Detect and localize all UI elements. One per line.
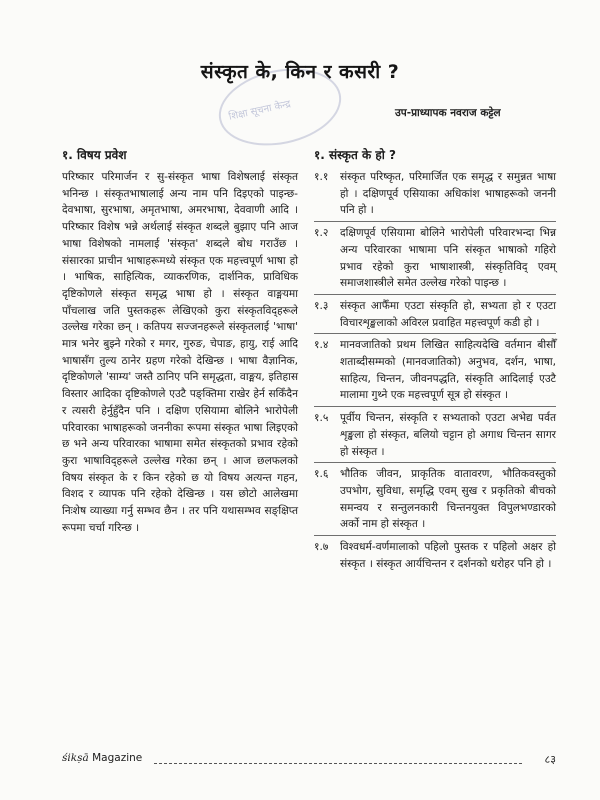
page-footer (62, 752, 556, 770)
list-item (314, 337, 556, 404)
magazine-name (62, 752, 142, 764)
list-item (314, 410, 556, 460)
item-divider (314, 333, 556, 334)
item-text: भौतिक जीवन, प्राकृतिक वातावरण, भौतिकवस्तुको उपभोग, सुविधा, समृद्धि एवम् सुख र प्रकृतिको बीचको समन्वय र सन्तुलनकारी चिन्तनयुक्त विपुलभण्डारको अर्को नाम हो संस्कृत । (340, 468, 556, 531)
item-text: दक्षिणपूर्व एसियामा बोलिने भारोपेली परिवारभन्दा भिन्न अन्य परिवारका भाषामा पनि संस्कृत भाषाको गहिरो प्रभाव रहेको कुरा भाषाशास्त्री, संस्कृतिविद् एवम् समाजशास्त्रीले समेत उल्लेख गरेको पाइन्छ । (340, 227, 556, 290)
item-text: संस्कृत आफैँमा एउटा संस्कृति हो, सभ्यता हो र एउटा विचारशृङ्खलाको अविरल प्रवाहित महत्त्वपूर्ण कडी हो । (340, 299, 556, 329)
article-title: संस्कृत के, किन र कसरी ? (200, 61, 400, 83)
item-divider (314, 294, 556, 295)
item-divider (314, 535, 556, 536)
magazine-name-siksa: śikṣā (62, 752, 89, 764)
page-number: ८३ (544, 753, 556, 766)
item-number: १.४ (314, 339, 329, 352)
stamp-text: शिक्षा सूचना केन्द्र (227, 98, 292, 123)
item-number: १.१ (314, 171, 329, 183)
list-item (314, 466, 556, 533)
list-item (314, 539, 556, 572)
item-text: विश्वधर्म-वर्णमालाको पहिलो पुस्तक र पहिलो अक्षर हो संस्कृत । संस्कृत आर्यचिन्तन र दर्शनको धरोहर पनि हो । (340, 541, 556, 570)
list-item (314, 225, 556, 292)
footer-rule (154, 763, 522, 764)
list-item (314, 298, 556, 331)
section-heading-introduction: १. विषय प्रवेश (62, 148, 127, 162)
item-number: १.७ (314, 541, 329, 554)
list-item (314, 169, 556, 219)
item-divider (314, 406, 556, 407)
item-divider (314, 462, 556, 463)
definition-list (314, 169, 556, 572)
item-number: १.५ (314, 412, 329, 425)
left-column (62, 146, 298, 536)
item-text: संस्कृत परिष्कृत, परिमार्जित एक समृद्ध र समुन्नत भाषा हो । दक्षिणपूर्व एसियाका अधिकांश भाषाहरूको जननी पनि हो । (340, 171, 556, 217)
item-divider (314, 221, 556, 222)
item-number: १.३ (314, 299, 329, 312)
magazine-name-word: Magazine (92, 752, 143, 764)
item-text: पूर्वीय चिन्तन, संस्कृति र सभ्यताको एउटा अभेद्य पर्वत शृङ्खला हो संस्कृत, बलियो चट्टान हो अगाध चिन्तन सागर हो संस्कृत । (340, 412, 556, 458)
item-number: १.२ (314, 227, 329, 240)
right-column (314, 146, 556, 572)
section-heading-what-is-sanskrit: १. संस्कृत के हो ? (314, 148, 397, 162)
item-number: १.६ (314, 468, 329, 481)
author-byline: उप-प्राध्यापक नवराज कट्टेल (395, 107, 501, 119)
item-text: मानवजातिको प्रथम लिखित साहित्यदेखि वर्तमान बीसौँ शताब्दीसम्मको (मानवजातिको) अनुभव, दर्शन, भाषा, साहित्य, चिन्तन, जीवनपद्धति, संस्कृति आदिलाई एउटै मालामा गुथ्ने एक महत्त्वपूर्ण सूत्र हो संस्कृत । (340, 339, 556, 402)
introduction-paragraph: परिष्कार परिमार्जन र सु-संस्कृत भाषा विशेषलाई संस्कृत भनिन्छ । संस्कृतभाषालाई अन्य नाम पनि दिइएको पाइन्छ- देवभाषा, सुरभाषा, अमृतभाषा, अमरभाषा, देववाणी आदि । परिष्कार विशेष भन्ने अर्थलाई संस्कृत शब्दले बुझाए पनि आज भाषा विशेषको नामलाई 'संस्कृत' शब्दले बोध गराउँछ । संसारका प्राचीन भाषाहरूमध्ये संस्कृत एक महत्त्वपूर्ण भाषा हो । भाषिक, साहित्यिक, व्याकरणिक, दार्शनिक, प्राविधिक दृष्टिकोणले संस्कृत समृद्ध भाषा हो । संस्कृत वाङ्मयमा पाँचलाख जति पुस्तकहरू लेखिएको कुरा संस्कृतविद्हरूले उल्लेख गरेका छन् । कतिपय सज्जनहरूले संस्कृतलाई 'भाषा' मात्र भनेर बुझ्ने गरेको र मगर, गुरुङ, चेपाङ, हायु, राई आदि भाषासँग तुल्य ठानेर ग्रहण गरेको देखिन्छ । भाषा वैज्ञानिक, दृष्टिकोणले 'साम्य' जस्तै ठानिए पनि समृद्धता, वाङ्मय, इतिहास विस्तार आदिका दृष्टिकोणले एउटै पङ्क्तिमा राखेर हेर्न सकिँदैन र त्यसरी हेर्नुहुँदैन पनि । दक्षिण एसियामा बोलिने भारोपेली परिवारका भाषाहरूको जननीका रूपमा संस्कृत भाषा लिइएको छ भने अन्य परिवारका भाषामा समेत संस्कृतको प्रभाव रहेको कुरा भाषाविद्हरूले उल्लेख गरेका छन् । आज छलफलको विषय संस्कृत के र किन रहेको छ यो विषय अत्यन्त गहन, विशद र व्यापक पनि रहेको देखिन्छ । यस छोटो आलेखमा निःशेष व्याख्या गर्नु सम्भव छैन । तर पनि यथासम्भव सङ्क्षिप्त रूपमा चर्चा गरिन्छ । (62, 171, 298, 534)
